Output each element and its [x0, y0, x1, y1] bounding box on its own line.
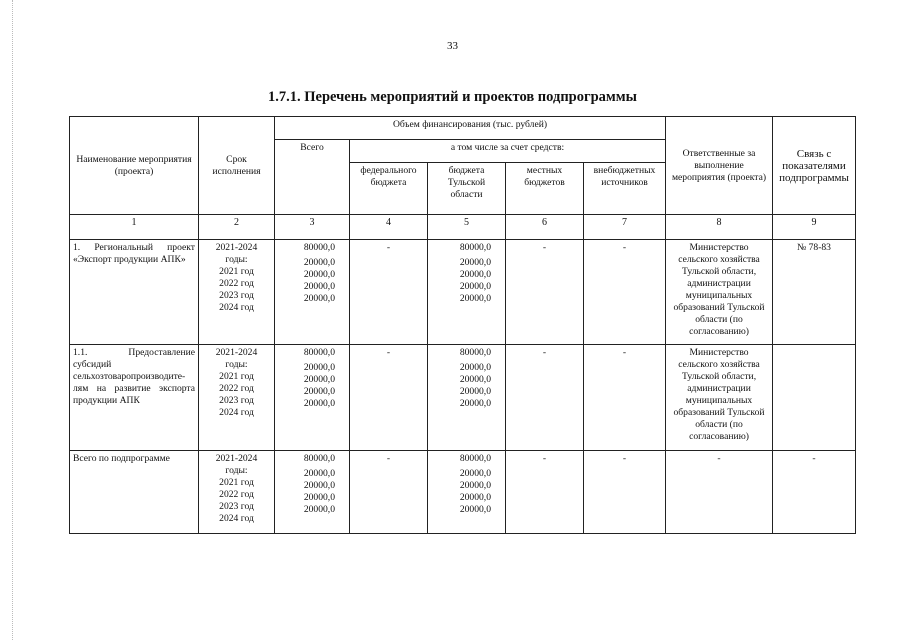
local-cell: -: [506, 240, 584, 345]
extra-cell: -: [584, 345, 666, 451]
column-number: 6: [506, 215, 584, 240]
regional-cell: 80000,0 20000,0 20000,0 20000,0 20000,0: [428, 345, 506, 451]
total-cell: 80000,0 20000,0 20000,0 20000,0 20000,0: [275, 240, 350, 345]
extra-cell: -: [584, 240, 666, 345]
header-extra: внебюджетных источников: [584, 163, 666, 215]
header-funding-group: Объем финансирования (тыс. рублей): [275, 117, 666, 140]
header-federal: федерального бюджета: [350, 163, 428, 215]
page-title: 1.7.1. Перечень мероприятий и проектов подпрограммы: [268, 89, 637, 105]
column-number: 9: [773, 215, 856, 240]
regional-cell: 80000,0 20000,0 20000,0 20000,0 20000,0: [428, 240, 506, 345]
federal-cell: -: [350, 345, 428, 451]
column-number: 1: [70, 215, 199, 240]
column-number: 8: [666, 215, 773, 240]
total-cell: 80000,0 20000,0 20000,0 20000,0 20000,0: [275, 451, 350, 534]
total-cell: 80000,0 20000,0 20000,0 20000,0 20000,0: [275, 345, 350, 451]
measure-name: 1. Региональный проект «Экспорт продукции АПК»: [70, 240, 199, 345]
measure-name: 1.1. Предоставление субсидий сельхозтоваропроизводите-лям на развитие экспорта продукции АПК: [70, 345, 199, 451]
header-responsible: Ответственные за выполнение мероприятия (проекта): [666, 117, 773, 215]
header-sources-group: а том числе за счет средств:: [350, 140, 666, 163]
federal-cell: -: [350, 451, 428, 534]
responsible-cell: Министерство сельского хозяйства Тульской области, администрации муниципальных образований Тульской области (по согласованию): [666, 345, 773, 451]
table-row: [70, 451, 856, 534]
header-term: Срок исполнения: [199, 117, 275, 215]
measure-name: Всего по подпрограмме: [70, 451, 199, 534]
table-row: [70, 345, 856, 451]
header-regional: бюджета Тульской области: [428, 163, 506, 215]
measures-table: [69, 116, 856, 534]
column-number: 5: [428, 215, 506, 240]
header-total: Всего: [275, 140, 350, 215]
responsible-cell: Министерство сельского хозяйства Тульской области, администрации муниципальных образований Тульской области (по согласованию): [666, 240, 773, 345]
link-cell: -: [773, 451, 856, 534]
link-cell: [773, 345, 856, 451]
extra-cell: -: [584, 451, 666, 534]
term-cell: 2021-2024 годы: 2021 год 2022 год 2023 год 2024 год: [199, 240, 275, 345]
link-cell: № 78-83: [773, 240, 856, 345]
page-number: 33: [447, 40, 458, 52]
header-name: Наименование мероприятия (проекта): [70, 117, 199, 215]
column-numbers-row: [70, 215, 856, 240]
responsible-cell: -: [666, 451, 773, 534]
federal-cell: -: [350, 240, 428, 345]
term-cell: 2021-2024 годы: 2021 год 2022 год 2023 год 2024 год: [199, 345, 275, 451]
header-link: Связь с показателями подпрограммы: [773, 117, 856, 215]
column-number: 3: [275, 215, 350, 240]
regional-cell: 80000,0 20000,0 20000,0 20000,0 20000,0: [428, 451, 506, 534]
table-row: [70, 240, 856, 345]
local-cell: -: [506, 451, 584, 534]
header-local: местных бюджетов: [506, 163, 584, 215]
local-cell: -: [506, 345, 584, 451]
column-number: 7: [584, 215, 666, 240]
column-number: 2: [199, 215, 275, 240]
term-cell: 2021-2024 годы: 2021 год 2022 год 2023 год 2024 год: [199, 451, 275, 534]
measures-table-container: [69, 116, 855, 534]
column-number: 4: [350, 215, 428, 240]
